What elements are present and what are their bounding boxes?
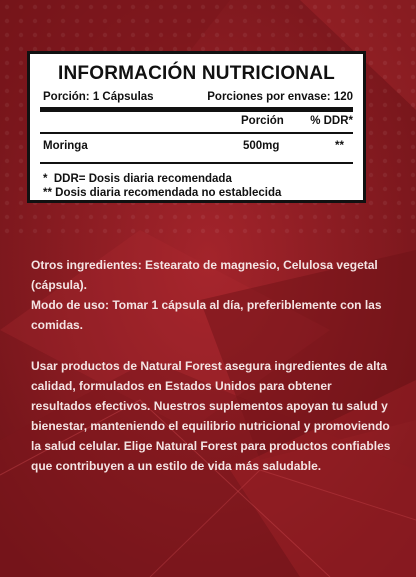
nutrient-name: Moringa bbox=[43, 140, 88, 152]
column-header-ddr: % DDR* bbox=[310, 115, 353, 127]
other-ingredients-text: Otros ingredientes: Estearato de magnesio, Celulosa vegetal (cápsula). bbox=[31, 258, 378, 292]
column-header-serving: Porción bbox=[241, 115, 284, 127]
footnote-ddr: * DDR= Dosis diaria recomendada bbox=[43, 173, 232, 185]
serving-size: Porción: 1 Cápsulas bbox=[43, 91, 154, 103]
nutrient-amount: 500mg bbox=[243, 140, 280, 152]
panel-title: INFORMACIÓN NUTRICIONAL bbox=[58, 63, 335, 84]
usage-text: Modo de uso: Tomar 1 cápsula al día, preferiblemente con las comidas. bbox=[31, 298, 382, 332]
nutrition-facts-panel bbox=[27, 51, 366, 203]
brand-description-text: Usar productos de Natural Forest asegura ingredientes de alta calidad, formulados en Estados Unidos para obtener resultados efectivos. Nuestros suplementos apoyan tu salud y bienestar, manteniendo el equilibrio nutricional y promoviendo la salud celular. Elige Natural Forest para productos confiables que contribuyen a un estilo de vida más saludable. bbox=[31, 359, 391, 473]
divider bbox=[40, 132, 353, 134]
servings-per-container: Porciones por envase: 120 bbox=[207, 91, 353, 103]
footnote-not-established: ** Dosis diaria recomendada no establecida bbox=[43, 187, 282, 199]
thick-divider bbox=[40, 107, 353, 112]
divider-bottom bbox=[40, 162, 353, 164]
nutrient-ddr: ** bbox=[335, 140, 344, 152]
